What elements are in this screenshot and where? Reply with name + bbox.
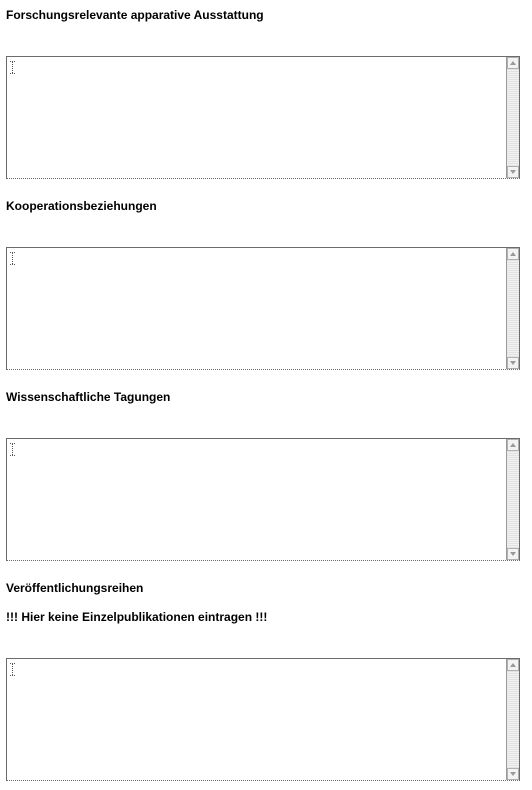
arrow-down-icon[interactable] [507, 357, 519, 369]
vertical-scrollbar[interactable] [506, 439, 519, 560]
textarea-veroeffentlichungsreihen[interactable] [6, 658, 520, 781]
textarea-content[interactable] [7, 248, 506, 369]
arrow-up-icon[interactable] [507, 439, 519, 451]
text-cursor-icon [10, 663, 15, 676]
arrow-down-icon[interactable] [507, 166, 519, 178]
textarea-content[interactable] [7, 439, 506, 560]
vertical-scrollbar[interactable] [506, 659, 519, 780]
arrow-down-icon[interactable] [507, 548, 519, 560]
scrollbar-track[interactable] [507, 260, 519, 357]
label-forschungsrelevante-ausstattung: Forschungsrelevante apparative Ausstattung [6, 8, 264, 22]
text-cursor-icon [10, 443, 15, 456]
label-wissenschaftliche-tagungen: Wissenschaftliche Tagungen [6, 390, 171, 404]
textarea-wissenschaftliche-tagungen[interactable] [6, 438, 520, 561]
vertical-scrollbar[interactable] [506, 57, 519, 178]
label-veroeffentlichungsreihen: Veröffentlichungsreihen [6, 581, 144, 595]
scrollbar-track[interactable] [507, 451, 519, 548]
textarea-forschungsrelevante-ausstattung[interactable] [6, 56, 520, 179]
arrow-up-icon[interactable] [507, 248, 519, 260]
textarea-content[interactable] [7, 659, 506, 780]
textarea-content[interactable] [7, 57, 506, 178]
scrollbar-track[interactable] [507, 69, 519, 166]
text-cursor-icon [10, 252, 15, 265]
arrow-down-icon[interactable] [507, 768, 519, 780]
arrow-up-icon[interactable] [507, 57, 519, 69]
textarea-kooperationsbeziehungen[interactable] [6, 247, 520, 370]
arrow-up-icon[interactable] [507, 659, 519, 671]
scrollbar-track[interactable] [507, 671, 519, 768]
label-kooperationsbeziehungen: Kooperationsbeziehungen [6, 199, 157, 213]
note-keine-einzelpublikationen: !!! Hier keine Einzelpublikationen eintragen !!! [6, 610, 268, 624]
text-cursor-icon [10, 61, 15, 74]
vertical-scrollbar[interactable] [506, 248, 519, 369]
